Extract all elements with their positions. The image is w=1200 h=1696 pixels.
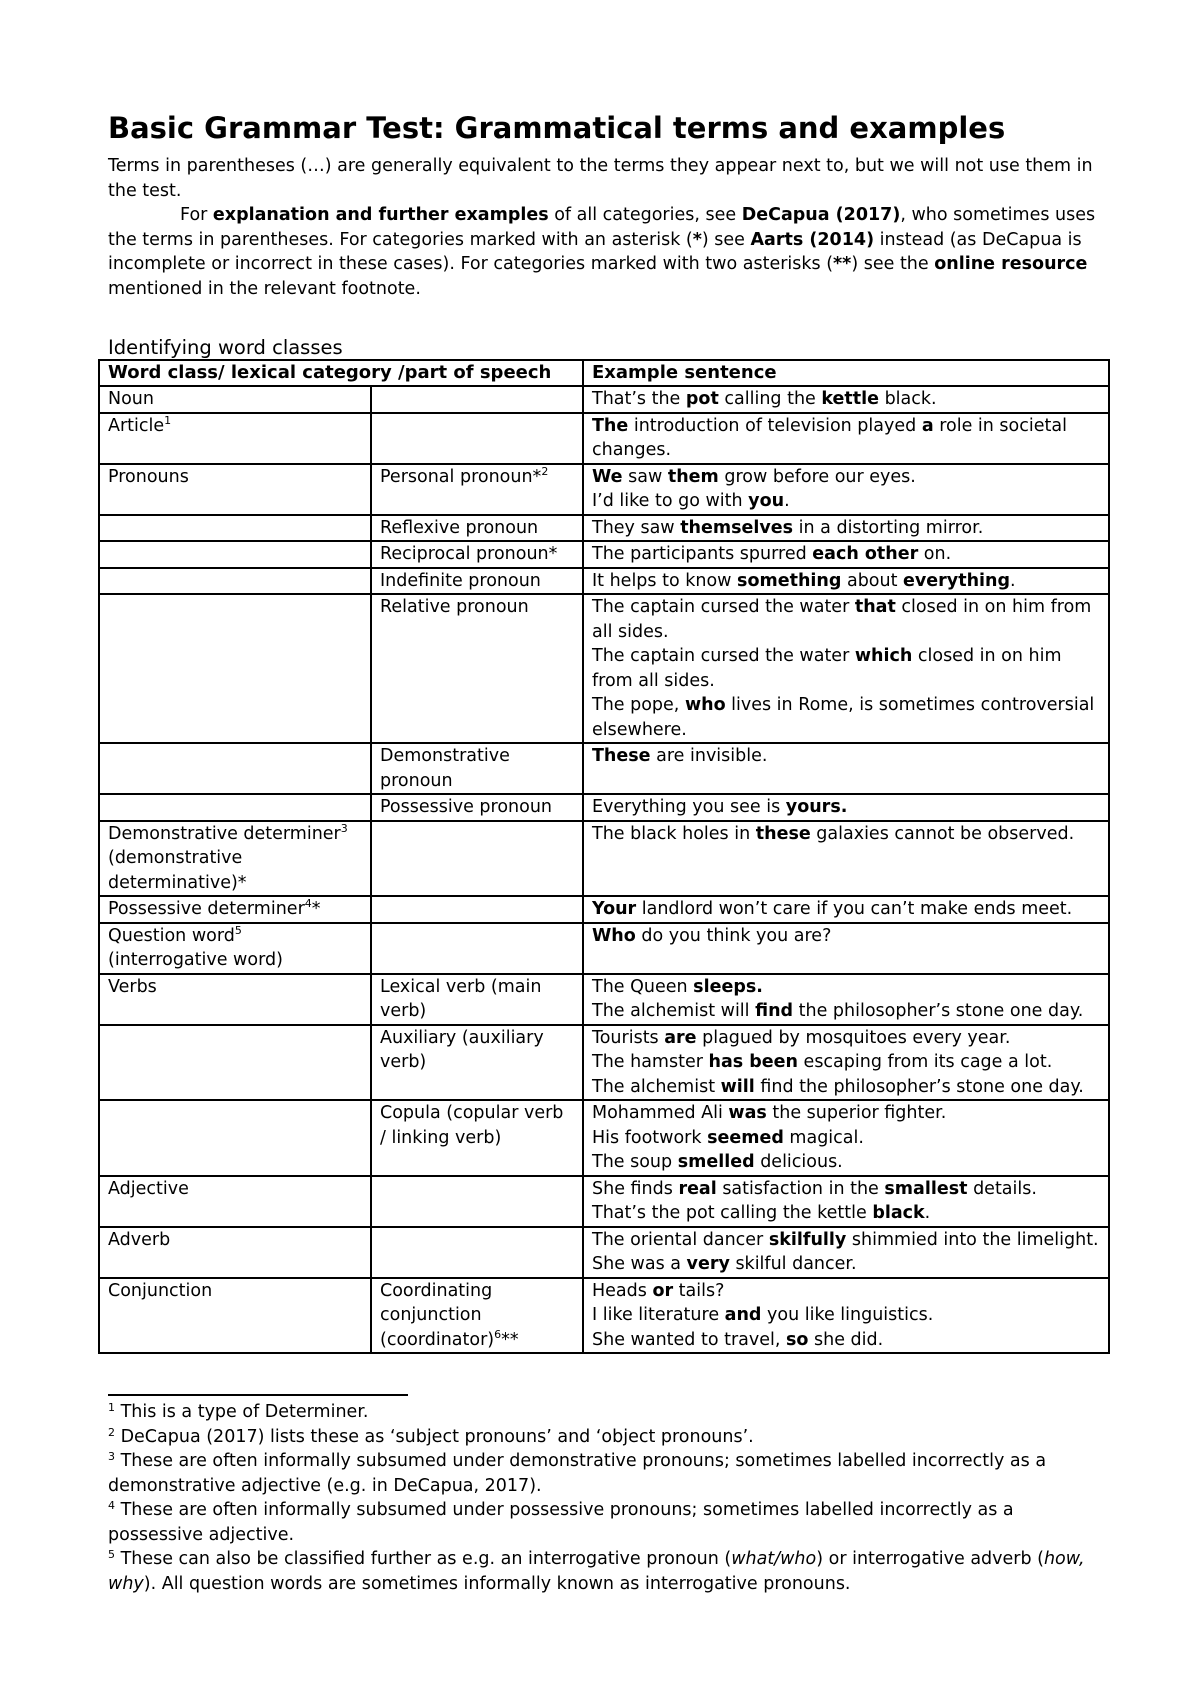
example-keyword: pot <box>685 389 719 409</box>
example-cell <box>583 568 1109 595</box>
example-cell <box>583 896 1109 923</box>
example-text: She finds <box>592 1178 679 1199</box>
example-keyword: kettle <box>821 389 880 409</box>
subclass-label: Reciprocal pronoun* <box>380 544 558 564</box>
example-text: The pope, <box>592 695 685 715</box>
example-text: in a distorting mirror. <box>793 517 984 538</box>
footnote-text: These can also be classified further as e.g. an interrogative pronoun ( <box>115 1549 732 1569</box>
example-text: Tourists <box>592 1027 665 1048</box>
word-class-label: Article <box>108 415 165 436</box>
example-sentence <box>592 1101 1100 1126</box>
example-sentence <box>592 1252 1100 1277</box>
footnotes <box>108 1400 1108 1596</box>
word-class-table <box>98 359 1110 1354</box>
example-cell <box>583 515 1109 542</box>
table-row <box>99 594 1109 743</box>
example-keyword: so <box>785 1329 809 1350</box>
subclass-cell <box>371 923 583 974</box>
example-text: . <box>924 1203 931 1223</box>
example-text: introduction of television played <box>628 415 922 436</box>
word-class-cell <box>99 568 371 595</box>
example-sentence <box>592 1026 1100 1051</box>
word-class-label-suffix: (interrogative word) <box>108 950 283 970</box>
example-cell <box>583 1227 1109 1278</box>
example-sentence <box>592 1050 1100 1075</box>
example-cell <box>583 541 1109 568</box>
example-text: Mohammed Ali <box>592 1103 729 1123</box>
example-text: The captain cursed the water <box>592 597 855 617</box>
header-word-class: Word class/ lexical category /part of speech <box>99 360 583 386</box>
subclass-label: Relative pronoun <box>380 597 529 617</box>
example-keyword: or <box>652 1280 674 1301</box>
footnote <box>108 1449 1108 1498</box>
footnote-number: 4 <box>108 1499 115 1512</box>
footnote-number: 5 <box>108 1548 115 1561</box>
subclass-cell <box>371 1025 583 1101</box>
example-text: are invisible. <box>650 746 768 766</box>
word-class-cell <box>99 386 371 413</box>
example-sentence <box>592 489 1100 514</box>
word-class-cell <box>99 974 371 1025</box>
word-class-cell <box>99 743 371 794</box>
footnote-text: These are often informally subsumed under demonstrative pronouns; sometimes labelled incorrectly as a demonstrative adjective (e.g. in DeCapua, 2017). <box>108 1451 1047 1496</box>
example-sentence <box>592 1126 1100 1151</box>
word-class-label: Verbs <box>108 976 157 997</box>
footnote <box>108 1498 1108 1547</box>
example-sentence <box>592 1303 1100 1328</box>
subclass-label: Auxiliary (auxiliary verb) <box>380 1027 544 1072</box>
example-sentence <box>592 595 1100 644</box>
example-keyword: seemed <box>707 1127 784 1148</box>
example-sentence <box>592 975 1100 1000</box>
subclass-label: Indefinite pronoun <box>380 570 541 591</box>
word-class-label: Adjective <box>108 1178 189 1199</box>
word-class-cell <box>99 1025 371 1101</box>
subclass-cell <box>371 594 583 743</box>
intro-paragraph-2: For explanation and further examples of all categories, see DeCapua (2017), who sometimes uses the terms in parentheses. For categories marked with an asterisk (*) see Aarts (2014) instead (as DeCapua is incomplete or incorrect in these cases). For categories marked with two asterisks (**) see the online resource mentioned in the relevant footnote. <box>108 205 1096 299</box>
example-text: They saw <box>592 517 681 538</box>
example-sentence <box>592 693 1100 742</box>
table-row <box>99 386 1109 413</box>
example-text: details. <box>967 1178 1037 1199</box>
subclass-cell <box>371 386 583 413</box>
word-class-label-suffix: (demonstrative determinative)* <box>108 848 247 893</box>
subclass-cell <box>371 515 583 542</box>
example-keyword: each other <box>812 544 919 564</box>
example-cell <box>583 1278 1109 1354</box>
footnote-text: ). All question words are sometimes informally known as interrogative pronouns. <box>143 1573 851 1594</box>
word-class-cell <box>99 594 371 743</box>
example-cell <box>583 923 1109 974</box>
word-class-label: Conjunction <box>108 1280 213 1301</box>
example-sentence <box>592 644 1100 693</box>
example-keyword: and <box>724 1305 762 1325</box>
example-cell <box>583 1025 1109 1101</box>
example-text: role in societal changes. <box>592 415 1067 460</box>
example-cell <box>583 794 1109 821</box>
example-sentence <box>592 897 1100 922</box>
example-keyword: Your <box>592 899 637 919</box>
example-sentence <box>592 822 1100 847</box>
word-class-cell <box>99 896 371 923</box>
example-text: Everything you see is <box>592 797 786 817</box>
example-text: find the philosopher’s stone one day. <box>754 1076 1084 1097</box>
subclass-cell <box>371 974 583 1025</box>
example-text: The captain cursed the water <box>592 646 855 666</box>
example-keyword: themselves <box>680 517 794 538</box>
example-sentence <box>592 999 1100 1024</box>
example-sentence <box>592 516 1100 541</box>
footnote-ref: 4 <box>304 897 312 910</box>
example-text: I like literature <box>592 1305 725 1325</box>
example-keyword: these <box>755 823 811 844</box>
table-row <box>99 568 1109 595</box>
word-class-cell <box>99 1100 371 1176</box>
table-row <box>99 1227 1109 1278</box>
example-text: His footwork <box>592 1127 708 1148</box>
example-text: plagued by mosquitoes every year. <box>696 1027 1011 1048</box>
example-keyword: will <box>720 1076 755 1097</box>
example-cell <box>583 1100 1109 1176</box>
example-text: That’s the <box>592 389 686 409</box>
table-row <box>99 923 1109 974</box>
example-text: That’s the pot calling the kettle <box>592 1203 873 1223</box>
example-text: The black holes in <box>592 823 756 844</box>
example-text: The hamster <box>592 1052 709 1072</box>
example-text: saw <box>622 466 668 487</box>
example-text: lives in Rome, is sometimes controversial elsewhere. <box>592 695 1095 740</box>
example-keyword: smelled <box>677 1152 755 1172</box>
word-class-cell <box>99 923 371 974</box>
example-keyword: real <box>678 1178 717 1199</box>
footnote-ref: 1 <box>164 413 172 427</box>
table-row <box>99 515 1109 542</box>
example-text: The oriental dancer <box>592 1229 769 1250</box>
table-body <box>99 386 1109 1353</box>
example-text: The alchemist <box>592 1076 721 1097</box>
example-text: Heads <box>592 1280 653 1301</box>
example-text: skilful dancer. <box>729 1254 857 1274</box>
footnote-ref: 3 <box>340 821 348 835</box>
example-keyword: has been <box>708 1052 798 1072</box>
footnote-text: These are often informally subsumed under possessive pronouns; sometimes labelled incorrectly as a possessive adjective. <box>108 1500 1014 1545</box>
example-text: closed in on him from all sides. <box>592 597 1092 642</box>
table-row <box>99 821 1109 897</box>
table-row <box>99 896 1109 923</box>
footnote-number: 1 <box>108 1401 115 1414</box>
example-text: delicious. <box>754 1152 843 1172</box>
footnote <box>108 1400 1108 1425</box>
word-class-cell <box>99 464 371 515</box>
example-cell <box>583 386 1109 413</box>
footnote-italic: what/who <box>731 1549 817 1569</box>
table-row <box>99 1278 1109 1354</box>
example-cell <box>583 743 1109 794</box>
footnote-divider <box>108 1394 408 1396</box>
example-sentence <box>592 924 1100 949</box>
word-class-cell <box>99 1176 371 1227</box>
example-text: escaping from its cage a lot. <box>797 1052 1053 1072</box>
footnote-text: DeCapua (2017) lists these as ‘subject pronouns’ and ‘object pronouns’. <box>115 1426 754 1447</box>
table-row <box>99 974 1109 1025</box>
footnote-ref: 2 <box>541 464 549 478</box>
example-text: The soup <box>592 1152 678 1172</box>
example-sentence <box>592 465 1100 490</box>
word-class-cell <box>99 821 371 897</box>
example-cell <box>583 594 1109 743</box>
word-class-label: Pronouns <box>108 466 189 487</box>
example-cell <box>583 821 1109 897</box>
example-sentence <box>592 1075 1100 1100</box>
example-keyword: was <box>728 1103 767 1123</box>
example-cell <box>583 464 1109 515</box>
example-text: you like linguistics. <box>761 1305 934 1325</box>
subclass-cell <box>371 1278 583 1354</box>
example-text: It helps to know <box>592 570 738 591</box>
example-text: tails? <box>673 1280 725 1301</box>
subclass-cell <box>371 794 583 821</box>
word-class-cell <box>99 1278 371 1354</box>
example-keyword: find <box>755 1001 794 1021</box>
subclass-cell <box>371 896 583 923</box>
example-sentence <box>592 795 1100 820</box>
example-keyword: which <box>854 646 913 666</box>
header-example-sentence: Example sentence <box>583 360 1109 386</box>
footnote-ref: 5 <box>234 923 242 937</box>
example-sentence <box>592 414 1100 463</box>
table-row <box>99 1100 1109 1176</box>
example-text: . <box>784 491 790 511</box>
example-cell <box>583 974 1109 1025</box>
example-sentence <box>592 1279 1100 1304</box>
example-sentence <box>592 569 1100 594</box>
word-class-cell <box>99 541 371 568</box>
section-heading: Identifying word classes <box>108 336 343 359</box>
example-text: landlord won’t care if you can’t make ends meet. <box>636 899 1073 919</box>
example-keyword: We <box>592 466 623 487</box>
example-keyword: yours. <box>785 797 848 817</box>
example-text: the philosopher’s stone one day. <box>793 1001 1084 1021</box>
example-keyword: sleeps. <box>693 976 763 997</box>
word-class-label: Demonstrative determiner <box>108 823 341 844</box>
table-row <box>99 464 1109 515</box>
footnote-number: 3 <box>108 1450 115 1463</box>
example-sentence <box>592 1150 1100 1175</box>
word-class-cell <box>99 1227 371 1278</box>
footnote-text: This is a type of Determiner. <box>115 1402 369 1422</box>
subclass-label: Coordinating conjunction (coordinator) <box>380 1280 495 1350</box>
document-page <box>108 110 1108 1596</box>
footnote-italic: how, why <box>108 1549 1085 1594</box>
example-text: shimmied into the limelight. <box>846 1229 1099 1250</box>
subclass-label: Demonstrative pronoun <box>380 746 510 791</box>
example-text: do you think you are? <box>635 925 832 946</box>
table-row <box>99 1176 1109 1227</box>
word-class-label-suffix: * <box>311 899 321 919</box>
subclass-label-suffix: ** <box>501 1329 519 1350</box>
example-text: satisfaction in the <box>716 1178 885 1199</box>
table-row <box>99 743 1109 794</box>
subclass-label: Lexical verb (main verb) <box>380 976 542 1021</box>
example-keyword: smallest <box>884 1178 968 1199</box>
example-keyword: Who <box>592 925 636 946</box>
subclass-cell <box>371 1227 583 1278</box>
word-class-cell <box>99 515 371 542</box>
table-row <box>99 413 1109 464</box>
table-row <box>99 541 1109 568</box>
page-title: Basic Grammar Test: Grammatical terms and examples <box>108 111 1006 145</box>
example-text: The Queen <box>592 976 694 997</box>
example-text: magical. <box>783 1127 864 1148</box>
subclass-cell <box>371 541 583 568</box>
word-class-cell <box>99 794 371 821</box>
word-class-cell <box>99 413 371 464</box>
word-class-label: Question word <box>108 925 235 946</box>
word-class-label: Possessive determiner <box>108 899 305 919</box>
example-text: calling the <box>718 389 822 409</box>
example-keyword: very <box>686 1254 730 1274</box>
example-keyword: a <box>921 415 934 436</box>
example-keyword: that <box>854 597 896 617</box>
example-keyword: everything <box>903 570 1011 591</box>
word-class-label: Adverb <box>108 1229 171 1250</box>
example-sentence <box>592 542 1100 567</box>
footnote <box>108 1547 1108 1596</box>
example-text: She was a <box>592 1254 687 1274</box>
subclass-label: Copula (copular verb / linking verb) <box>380 1103 564 1148</box>
example-cell <box>583 1176 1109 1227</box>
example-keyword: who <box>684 695 726 715</box>
example-keyword: black <box>872 1203 925 1223</box>
subclass-cell <box>371 743 583 794</box>
example-text: black. <box>879 389 937 409</box>
example-text: grow before our eyes. <box>718 466 916 487</box>
subclass-cell <box>371 413 583 464</box>
table-header-row <box>99 360 1109 386</box>
example-keyword: These <box>592 746 651 766</box>
subclass-cell <box>371 568 583 595</box>
example-sentence <box>592 1177 1100 1202</box>
example-text: I’d like to go with <box>592 491 749 511</box>
example-sentence <box>592 744 1100 769</box>
example-text: galaxies cannot be observed. <box>810 823 1075 844</box>
example-text: closed in on him from all sides. <box>592 646 1062 691</box>
example-text: she did. <box>808 1329 884 1350</box>
example-text: the superior fighter. <box>766 1103 947 1123</box>
example-sentence <box>592 1201 1100 1226</box>
example-sentence <box>592 387 1100 412</box>
example-keyword: them <box>667 466 719 487</box>
subclass-label: Personal pronoun* <box>380 466 542 487</box>
example-keyword: are <box>664 1027 697 1048</box>
subclass-label: Reflexive pronoun <box>380 517 539 538</box>
example-sentence <box>592 1228 1100 1253</box>
subclass-cell <box>371 821 583 897</box>
footnote-text: ) or interrogative adverb ( <box>816 1549 1044 1569</box>
subclass-cell <box>371 464 583 515</box>
table-row <box>99 1025 1109 1101</box>
example-keyword: skilfully <box>768 1229 847 1250</box>
example-text: The participants spurred <box>592 544 813 564</box>
example-text: The alchemist will <box>592 1001 756 1021</box>
footnote-number: 2 <box>108 1425 115 1439</box>
example-text: about <box>841 570 904 591</box>
example-keyword: The <box>592 415 629 436</box>
subclass-cell <box>371 1100 583 1176</box>
table-row <box>99 794 1109 821</box>
example-text: She wanted to travel, <box>592 1329 786 1350</box>
example-keyword: you <box>748 491 785 511</box>
footnote-ref: 6 <box>494 1327 502 1341</box>
example-cell <box>583 413 1109 464</box>
footnote <box>108 1425 1108 1450</box>
example-keyword: something <box>737 570 842 591</box>
example-text: . <box>1010 570 1016 591</box>
subclass-label: Possessive pronoun <box>380 797 553 817</box>
word-class-label: Noun <box>108 389 154 409</box>
example-sentence <box>592 1328 1100 1353</box>
example-text: on. <box>918 544 952 564</box>
intro-paragraph-1: Terms in parentheses (…) are generally equivalent to the terms they appear next to, but we will not use them in the test. <box>108 156 1093 201</box>
subclass-cell <box>371 1176 583 1227</box>
